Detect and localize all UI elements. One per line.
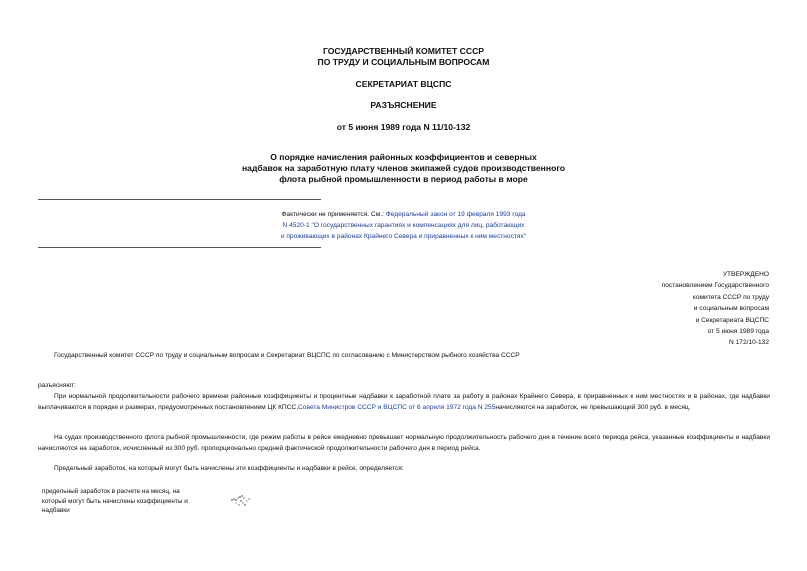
- org-name-line1: ГОСУДАРСТВЕННЫЙ КОМИТЕТ СССР: [322, 46, 485, 56]
- paragraph-1-text-after: начисляются на заработок, не превышающий 300 руб. в месяц.: [495, 403, 691, 411]
- approval-line: N 172/10-132: [729, 339, 769, 347]
- paragraph-1: [38, 392, 770, 413]
- notice-bottom-rule: [38, 247, 321, 248]
- paragraph-3: Предельный заработок, на который могут быть начислены эти коэффициенты и надбавки в рейсе, определяется:: [54, 465, 404, 472]
- approval-line: постановлением Государственного: [661, 282, 769, 290]
- formula-label: предельный заработок в расчете на месяц, на который могут быть начислены коэффициенты и надбавки: [42, 488, 188, 515]
- paragraph-1-text-before: При нормальной продолжительности рабочего времени районные коэффициенты и процентные надбавки к заработной плате за работу в районах Крайнего Севера, в приравненных к ним местностях и в районах, где надбавки выплачиваются в порядке и размерах, предусмотренных постановлением ЦК КПСС,: [38, 393, 770, 411]
- paragraph-2: На судах производственного флота рыбной промышленности, где режим работы в рейсе ежедневно превышает нормальную продолжительность рабочего дня в течение всего периода рейса, указанные коэффициенты и надбавки начисляются на заработок, исчисленный из 300 руб. пропорционально средней фактической продолжительности рабочего дня в период рейса.: [38, 434, 770, 452]
- notice-top-rule: [38, 199, 321, 200]
- document-title-line3: флота рыбной промышленности в период работы в море: [279, 174, 528, 184]
- resolution-link[interactable]: Совета Министров СССР и ВЦСПС от 6 апреля 1972 года N 255: [298, 403, 496, 411]
- approval-title: УТВЕРЖДЕНО: [722, 271, 769, 278]
- approval-block: [569, 269, 769, 349]
- intro-paragraph: Государственный комитет СССР по труду и социальным вопросам и Секретариат ВЦСПС по согласованию с Министерством рыбного хозяйства СССР: [54, 352, 520, 359]
- document-title-line1: О порядке начисления районных коэффициентов и северных: [270, 152, 537, 162]
- approval-line: комитета СССР по труду: [692, 293, 769, 301]
- explains-label: разъясняют:: [38, 382, 76, 389]
- formula-glyph-icon: [229, 492, 257, 510]
- document-title-line2: надбавок на заработную плату членов экипажей судов производственного: [241, 163, 566, 173]
- notice-law-link-line2[interactable]: N 4520-1 "О государственных гарантиях и компенсациях для лиц, работающих: [282, 222, 525, 229]
- approval-line: и Секретариата ВЦСПС: [695, 316, 769, 324]
- document-date-number: от 5 июня 1989 года N 11/10-132: [336, 122, 471, 132]
- notice-prefix: Фактически не применяется. См.:: [281, 211, 386, 218]
- approval-line: от 5 июня 1989 года: [707, 328, 769, 336]
- org-name-line2: ПО ТРУДУ И СОЦИАЛЬНЫМ ВОПРОСАМ: [317, 57, 490, 67]
- formula-image: [229, 492, 257, 510]
- approval-line: и социальным вопросам: [693, 305, 769, 313]
- secretariat-title: СЕКРЕТАРИАТ ВЦСПС: [355, 79, 452, 89]
- notice-line1: [0, 210, 807, 220]
- document-type: РАЗЪЯСНЕНИЕ: [370, 100, 437, 110]
- notice-law-link-line3[interactable]: и проживающих в районах Крайнего Севера и приравненных к ним местностях": [280, 233, 527, 240]
- notice-law-link[interactable]: Федеральный закон от 19 февраля 1993 года: [385, 211, 526, 218]
